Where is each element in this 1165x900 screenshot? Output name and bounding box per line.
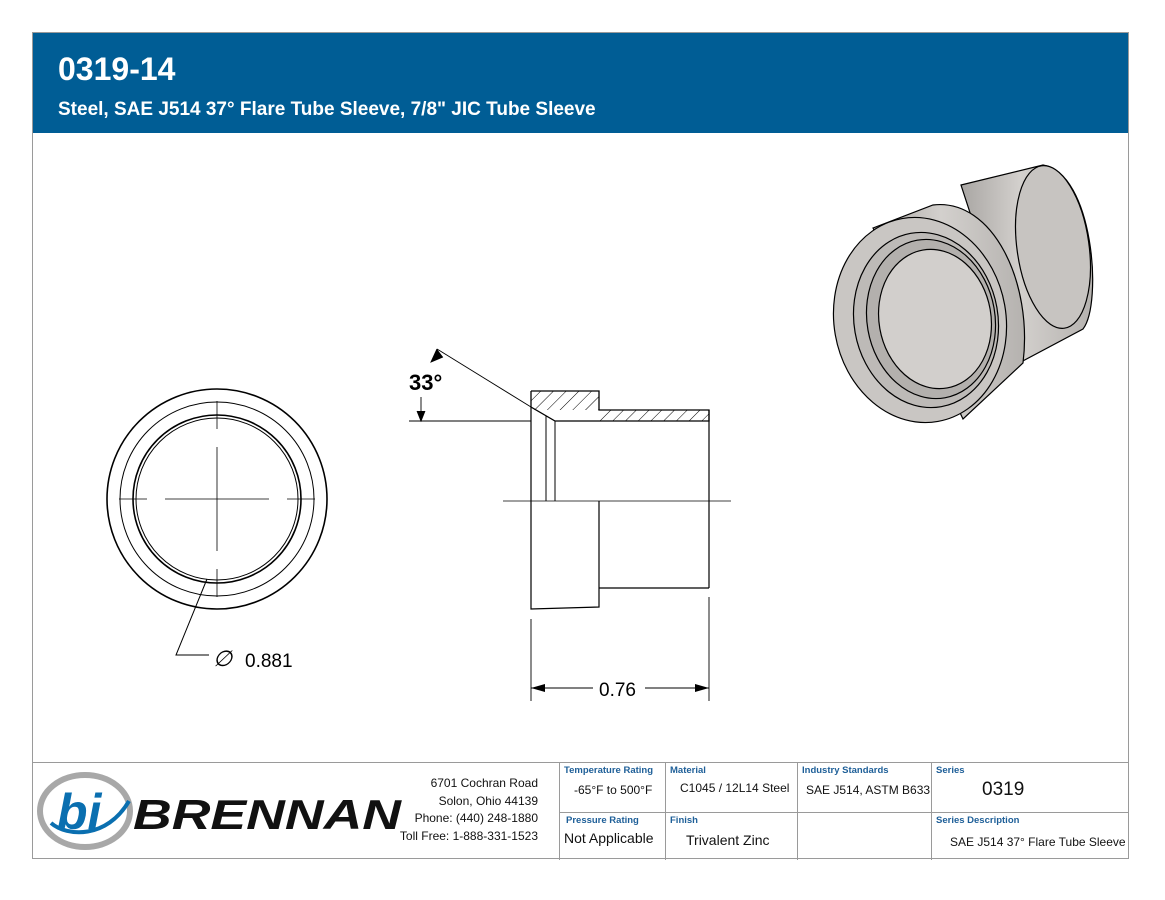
series-description-value: SAE J514 37° Flare Tube Sleeve [950, 835, 1126, 849]
series-cell [931, 763, 1129, 812]
diameter-label: 0.881 [245, 651, 293, 672]
finish-cell [665, 813, 797, 860]
diameter-symbol: ∅ [213, 646, 233, 671]
section-flare-hatch [531, 391, 599, 410]
series-value: 0319 [982, 779, 1025, 800]
temperature-rating-label: Temperature Rating [564, 765, 654, 776]
logo-mark: bi [57, 784, 102, 840]
angle-arrow-upper [431, 349, 443, 362]
series-label: Series [936, 765, 965, 776]
angle-label: 33° [409, 370, 443, 395]
series-description-label: Series Description [936, 815, 1020, 826]
temperature-rating-cell [559, 763, 665, 812]
address-line1: 6701 Cochran Road [430, 776, 538, 790]
diameter-leader [176, 579, 209, 655]
finish-value: Trivalent Zinc [686, 832, 770, 848]
finish-label: Finish [670, 815, 698, 826]
isometric-view [817, 161, 1100, 437]
temperature-rating-value: -65°F to 500°F [574, 783, 653, 797]
part-number: 0319-14 [58, 51, 176, 87]
title-block [33, 762, 1128, 860]
address-tollfree: Toll Free: 1-888-331-1523 [399, 828, 538, 843]
lower-outline [531, 501, 599, 609]
pressure-rating-label: Pressure Rating [566, 815, 639, 826]
industry-standards-label: Industry Standards [802, 765, 889, 776]
length-arrow-left [531, 684, 545, 692]
material-label: Material [670, 765, 706, 776]
pressure-rating-value: Not Applicable [564, 830, 654, 846]
address-line2: Solon, Ohio 44139 [438, 793, 538, 808]
industry-standards-cell [797, 763, 931, 860]
series-description-cell [931, 813, 1129, 860]
drawing-sheet [32, 32, 1129, 859]
angle-extension [437, 349, 531, 407]
industry-standards-value: SAE J514, ASTM B633 [806, 783, 931, 797]
company-name: BRENNAN [133, 791, 404, 838]
part-description: Steel, SAE J514 37° Flare Tube Sleeve, 7/8" JIC Tube Sleeve [58, 99, 596, 120]
technical-drawing [33, 33, 1130, 762]
section-body-hatch [599, 410, 709, 421]
length-arrow-right [695, 684, 709, 692]
length-label: 0.76 [599, 680, 636, 701]
material-cell [665, 763, 797, 812]
company-address [393, 775, 538, 845]
brennan-logo [37, 767, 407, 855]
material-value: C1045 / 12L14 Steel [680, 781, 790, 795]
section-view [409, 349, 731, 701]
address-phone: Phone: (440) 248-1880 [414, 811, 538, 825]
front-view [107, 389, 327, 655]
angle-arrow-lower [417, 411, 425, 421]
pressure-rating-cell [559, 813, 665, 860]
